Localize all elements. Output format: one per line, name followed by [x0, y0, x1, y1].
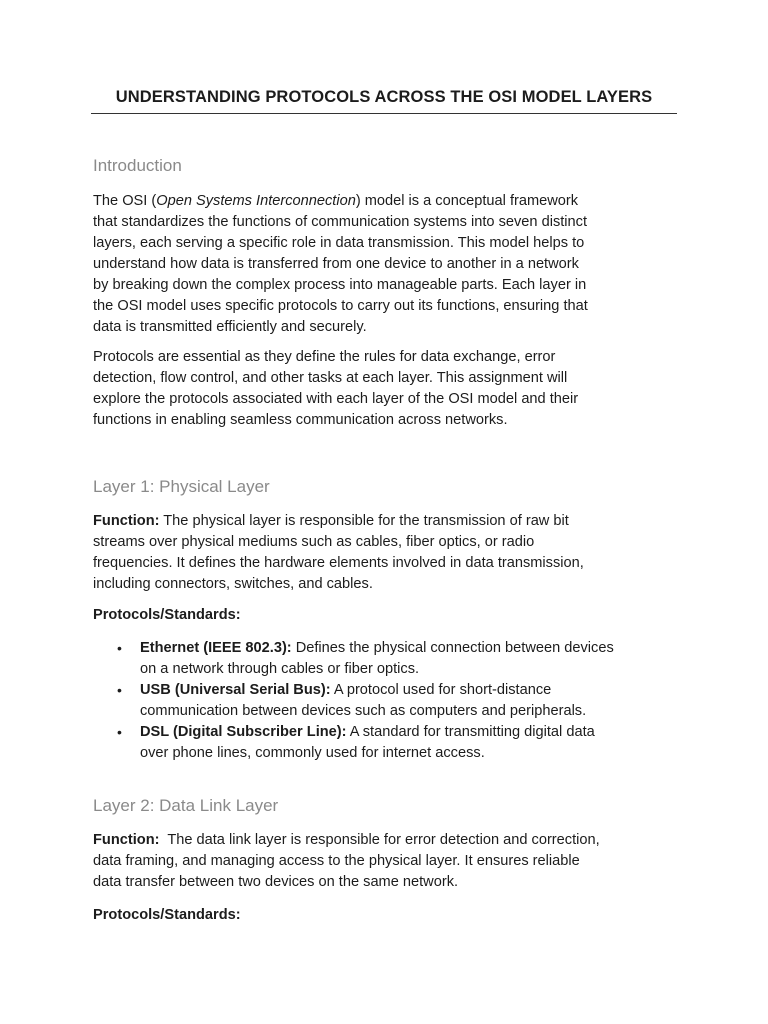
protocol-description: Defines the physical connection between devices: [291, 640, 614, 656]
intro-p2-line-1: Protocols are essential as they define the rules for data exchange, error: [93, 349, 556, 365]
layer2-function-line-3: data transfer between two devices on the same network.: [93, 874, 459, 890]
protocol-term: DSL (Digital Subscriber Line):: [140, 724, 347, 740]
layer2-function-paragraph: [93, 830, 693, 893]
layer2-function-line-2: data framing, and managing access to the physical layer. It ensures reliable: [93, 853, 580, 869]
intro-p1-line-5: by breaking down the complex process into manageable parts. Each layer in: [93, 277, 587, 293]
list-item: [93, 638, 693, 680]
intro-p1-text: The OSI (: [93, 193, 157, 209]
layer1-function-text: The physical layer is responsible for the transmission of raw bit: [159, 513, 569, 529]
layer1-function-paragraph: [93, 511, 693, 595]
bullet-icon: •: [117, 682, 122, 698]
layer1-function-line-3: frequencies. It defines the hardware elements involved in data transmission,: [93, 555, 584, 571]
function-label: Function:: [93, 513, 160, 529]
layer1-function-line-1: [93, 511, 693, 532]
intro-paragraph-2: [93, 347, 693, 431]
intro-p1-line-3: layers, each serving a specific role in data transmission. This model helps to: [93, 235, 585, 251]
intro-p1-line-7: data is transmitted efficiently and securely.: [93, 319, 367, 335]
intro-p1-text: ) model is a conceptual framework: [355, 193, 579, 209]
intro-p1-line-1: [93, 191, 693, 212]
layer1-protocol-list: [93, 638, 693, 764]
layer1-protocols-label: Protocols/Standards:: [93, 607, 241, 623]
title-underline: [91, 113, 677, 114]
intro-p2-line-2: detection, flow control, and other tasks at each layer. This assignment will: [93, 370, 568, 386]
document-title: UNDERSTANDING PROTOCOLS ACROSS THE OSI MODEL LAYERS: [115, 88, 653, 106]
list-item-line-2: on a network through cables or fiber optics.: [140, 661, 420, 677]
osi-expansion-italic: Open Systems Interconnection: [156, 193, 356, 209]
heading-layer-1: Layer 1: Physical Layer: [93, 477, 270, 496]
layer1-function-line-2: streams over physical mediums such as cables, fiber optics, or radio: [93, 534, 535, 550]
list-item-line-2: over phone lines, commonly used for internet access.: [140, 745, 485, 761]
intro-paragraph-1: [93, 191, 693, 338]
list-item-line-1: [140, 680, 693, 701]
layer2-protocols-label: Protocols/Standards:: [93, 907, 241, 923]
intro-p2-line-4: functions in enabling seamless communication across networks.: [93, 412, 508, 428]
protocol-term: USB (Universal Serial Bus):: [140, 682, 331, 698]
list-item-line-1: [140, 722, 693, 743]
intro-p1-line-2: that standardizes the functions of communication systems into seven distinct: [93, 214, 587, 230]
list-item-line-2: communication between devices such as computers and peripherals.: [140, 703, 587, 719]
intro-p1-line-4: understand how data is transferred from one device to another in a network: [93, 256, 579, 272]
protocol-description: A standard for transmitting digital data: [346, 724, 595, 740]
protocol-term: Ethernet (IEEE 802.3):: [140, 640, 292, 656]
layer1-function-line-4: including connectors, switches, and cables.: [93, 576, 373, 592]
bullet-icon: •: [117, 640, 122, 656]
heading-introduction: Introduction: [93, 156, 182, 175]
layer2-function-line-1: [93, 830, 693, 851]
protocol-description: A protocol used for short-distance: [330, 682, 552, 698]
list-item-line-1: [140, 638, 693, 659]
list-item: [93, 680, 693, 722]
bullet-icon: •: [117, 724, 122, 740]
heading-layer-2: Layer 2: Data Link Layer: [93, 796, 279, 815]
layer2-function-text: The data link layer is responsible for error detection and correction,: [159, 832, 600, 848]
intro-p1-line-6: the OSI model uses specific protocols to carry out its functions, ensuring that: [93, 298, 588, 314]
function-label: Function:: [93, 832, 160, 848]
list-item: [93, 722, 693, 764]
intro-p2-line-3: explore the protocols associated with each layer of the OSI model and their: [93, 391, 579, 407]
